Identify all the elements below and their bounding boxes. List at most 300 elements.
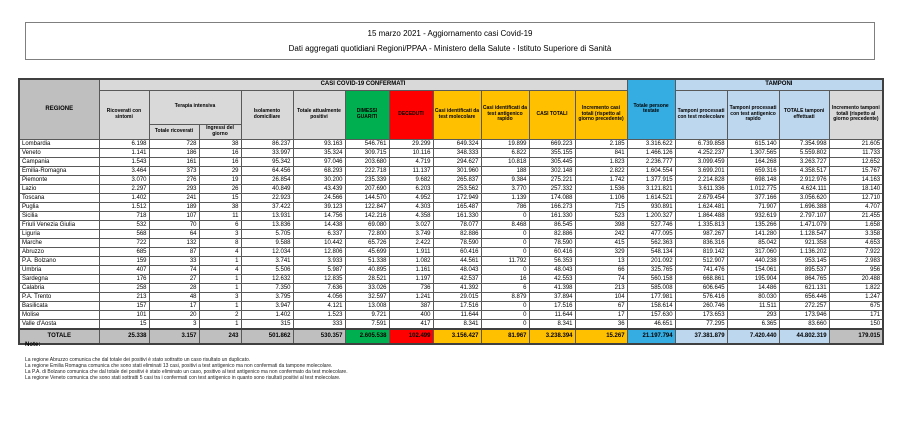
- table-cell: 87: [149, 247, 199, 256]
- table-cell: 501.862: [241, 329, 293, 344]
- table-cell: 6.198: [99, 139, 149, 148]
- region-name-cell: Friuli Venezia Giulia: [19, 220, 99, 229]
- table-cell: 80.030: [727, 292, 779, 301]
- table-cell: 11.644: [529, 310, 575, 319]
- table-cell: 21.197.794: [627, 329, 675, 344]
- table-cell: 161.330: [433, 211, 481, 220]
- table-cell: 104: [575, 292, 627, 301]
- table-cell: 161.330: [529, 211, 575, 220]
- table-cell: 2.214.828: [675, 175, 727, 184]
- table-cell: 2.679.454: [675, 193, 727, 202]
- table-cell: 987.267: [675, 229, 727, 238]
- table-cell: 41.398: [529, 283, 575, 292]
- table-cell: 26: [199, 184, 241, 193]
- table-row: [19, 175, 883, 184]
- table-cell: 6: [199, 220, 241, 229]
- table-cell: 4.653: [829, 238, 883, 247]
- table-cell: 257.332: [529, 184, 575, 193]
- table-cell: 11.733: [829, 148, 883, 157]
- table-cell: 74: [149, 265, 199, 274]
- note-line: La regione Abruzzo comunica che dal totale dei positivi è stato sottratto un caso risultato un duplicato.: [25, 357, 251, 363]
- table-cell: 69.080: [345, 220, 389, 229]
- table-cell: 309.715: [345, 148, 389, 157]
- table-cell: 417: [389, 319, 433, 329]
- table-cell: 576.416: [675, 292, 727, 301]
- table-cell: 16: [481, 274, 529, 283]
- column-header-dimessi-guariti: DIMESSI GUARITI: [345, 90, 389, 139]
- table-cell: 512.907: [675, 256, 727, 265]
- table-cell: 7.420.440: [727, 329, 779, 344]
- table-cell: 4.252.237: [675, 148, 727, 157]
- table-cell: 387: [389, 301, 433, 310]
- title-box: [25, 22, 875, 60]
- table-cell: 235.339: [345, 175, 389, 184]
- table-cell: 9.384: [481, 175, 529, 184]
- covid-data-table: [18, 78, 884, 345]
- table-cell: 21.605: [829, 139, 883, 148]
- column-header-tamponi-antigenico: Tamponi processati con test antigenico rapido: [727, 90, 779, 139]
- table-cell: 317.060: [727, 247, 779, 256]
- table-cell: 398: [575, 220, 627, 229]
- table-cell: 3.156.427: [433, 329, 481, 344]
- table-row: [19, 220, 883, 229]
- table-cell: 95.342: [241, 157, 293, 166]
- table-row: [19, 256, 883, 265]
- table-cell: 74: [575, 274, 627, 283]
- table-cell: 173.946: [779, 310, 829, 319]
- table-cell: 3.770: [481, 184, 529, 193]
- table-cell: 294.627: [433, 157, 481, 166]
- table-cell: 400: [389, 310, 433, 319]
- table-cell: 1.822: [829, 283, 883, 292]
- table-cell: 1.128.547: [779, 229, 829, 238]
- table-cell: 6: [481, 283, 529, 292]
- table-cell: 2.422: [389, 238, 433, 247]
- table-cell: 67: [575, 301, 627, 310]
- table-cell: 82.886: [433, 229, 481, 238]
- table-cell: 3.741: [241, 256, 293, 265]
- table-cell: 13.008: [345, 301, 389, 310]
- table-cell: 4: [199, 265, 241, 274]
- table-cell: 1.200.327: [627, 211, 675, 220]
- table-cell: 0: [481, 229, 529, 238]
- table-cell: 2.983: [829, 256, 883, 265]
- table-cell: 7.591: [345, 319, 389, 329]
- table-cell: 3.358: [829, 229, 883, 238]
- table-cell: 1.247: [829, 292, 883, 301]
- table-cell: 25.338: [99, 329, 149, 344]
- table-row: [19, 319, 883, 329]
- table-row: [19, 310, 883, 319]
- table-cell: 135.266: [727, 220, 779, 229]
- region-name-cell: P.A. Bolzano: [19, 256, 99, 265]
- table-cell: 207.690: [345, 184, 389, 193]
- table-cell: 560.158: [627, 274, 675, 283]
- table-cell: 836.316: [675, 238, 727, 247]
- table-cell: 548.134: [627, 247, 675, 256]
- table-cell: 659.316: [727, 166, 779, 175]
- table-cell: 42.537: [433, 274, 481, 283]
- table-cell: 29.015: [433, 292, 481, 301]
- table-cell: 15: [99, 319, 149, 329]
- table-cell: 12.710: [829, 193, 883, 202]
- table-cell: 741.476: [675, 265, 727, 274]
- table-cell: 157.630: [627, 310, 675, 319]
- table-cell: 179.015: [829, 329, 883, 344]
- table-cell: 546.761: [345, 139, 389, 148]
- table-row: [19, 265, 883, 274]
- region-name-cell: Umbria: [19, 265, 99, 274]
- notes-lines: [25, 357, 875, 381]
- table-cell: 1: [199, 274, 241, 283]
- table-cell: 19.899: [481, 139, 529, 148]
- column-header-incremento-tamponi: Incremento tamponi totali (rispetto al giorno precedente): [829, 90, 883, 139]
- column-header-tamponi-molecolare: Tamponi processati con test molecolare: [675, 90, 727, 139]
- table-cell: 20: [149, 310, 199, 319]
- table-cell: 132: [149, 238, 199, 247]
- table-cell: 1.624.481: [675, 202, 727, 211]
- table-cell: 56.353: [529, 256, 575, 265]
- table-cell: 1.139: [481, 193, 529, 202]
- table-cell: 1.402: [99, 193, 149, 202]
- region-name-cell: Valle d'Aosta: [19, 319, 99, 329]
- table-cell: 195.904: [727, 274, 779, 283]
- table-cell: 0: [481, 310, 529, 319]
- table-cell: 10.442: [293, 238, 345, 247]
- table-cell: 19: [199, 175, 241, 184]
- table-cell: 4.719: [389, 157, 433, 166]
- table-cell: 0: [481, 247, 529, 256]
- group-header-tamponi: TAMPONI: [675, 79, 883, 90]
- table-cell: 188: [481, 166, 529, 175]
- table-cell: 1.106: [575, 193, 627, 202]
- table-cell: 0: [481, 301, 529, 310]
- table-cell: 14.163: [829, 175, 883, 184]
- column-header-isolamento-domiciliare: Isolamento domiciliare: [241, 90, 293, 139]
- table-cell: 2.605.538: [345, 329, 389, 344]
- region-name-cell: Veneto: [19, 148, 99, 157]
- table-cell: 2.822: [575, 166, 627, 175]
- table-cell: 3.027: [389, 220, 433, 229]
- table-cell: 65.726: [345, 238, 389, 247]
- table-cell: 7.922: [829, 247, 883, 256]
- table-cell: 5.506: [241, 265, 293, 274]
- region-name-cell: Piemonte: [19, 175, 99, 184]
- table-cell: 523: [575, 211, 627, 220]
- table-cell: 161: [149, 157, 199, 166]
- table-cell: 6.822: [481, 148, 529, 157]
- table-cell: 3.099.459: [675, 157, 727, 166]
- table-cell: 675: [829, 301, 883, 310]
- table-cell: 932.619: [727, 211, 779, 220]
- table-cell: 260.746: [675, 301, 727, 310]
- table-cell: 15.267: [575, 329, 627, 344]
- table-cell: 530.357: [293, 329, 345, 344]
- table-cell: 164.268: [727, 157, 779, 166]
- table-cell: 0: [481, 319, 529, 329]
- table-cell: 329: [575, 247, 627, 256]
- table-cell: 37.894: [529, 292, 575, 301]
- table-cell: 78.590: [529, 238, 575, 247]
- table-cell: 3.316.622: [627, 139, 675, 148]
- table-cell: 1.614.521: [627, 193, 675, 202]
- table-cell: 11: [199, 211, 241, 220]
- table-cell: 16: [199, 157, 241, 166]
- table-cell: 301.960: [433, 166, 481, 175]
- table-cell: 1.377.915: [627, 175, 675, 184]
- table-cell: 64.456: [241, 166, 293, 175]
- table-cell: 736: [389, 283, 433, 292]
- table-row: [19, 274, 883, 283]
- table-cell: 157: [99, 301, 149, 310]
- table-cell: 189: [149, 202, 199, 211]
- table-cell: 921.358: [779, 238, 829, 247]
- table-cell: 70: [149, 220, 199, 229]
- region-name-cell: Toscana: [19, 193, 99, 202]
- table-cell: 568: [99, 229, 149, 238]
- table-cell: 13: [575, 256, 627, 265]
- table-cell: 377.166: [727, 193, 779, 202]
- column-header-casi-test-antigenico: Casi identificati da test antigenico rapido: [481, 90, 529, 139]
- table-row: [19, 238, 883, 247]
- table-row: [19, 301, 883, 310]
- table-cell: 3.056.620: [779, 193, 829, 202]
- table-cell: 7.636: [293, 283, 345, 292]
- table-cell: 29.299: [389, 139, 433, 148]
- table-cell: 11.137: [389, 166, 433, 175]
- region-name-cell: Campania: [19, 157, 99, 166]
- table-cell: 86.237: [241, 139, 293, 148]
- column-header-totale-attualmente-positivi: Totale attualmente positivi: [293, 90, 345, 139]
- table-cell: 11.511: [727, 301, 779, 310]
- column-header-ingressi-del-giorno: Ingressi del giorno: [199, 124, 241, 139]
- table-cell: 1.335.813: [675, 220, 727, 229]
- table-cell: 159: [99, 256, 149, 265]
- column-header-incremento-casi-totali: Incremento casi totali (rispetto al giorno precedente): [575, 90, 627, 139]
- table-cell: 348.333: [433, 148, 481, 157]
- table-cell: 165.487: [433, 202, 481, 211]
- table-cell: 4.303: [389, 202, 433, 211]
- table-cell: 171: [829, 310, 883, 319]
- table-cell: 615.140: [727, 139, 779, 148]
- table-cell: 122.847: [345, 202, 389, 211]
- table-cell: 38: [199, 139, 241, 148]
- table-cell: 22.923: [241, 193, 293, 202]
- table-cell: 1.823: [575, 157, 627, 166]
- table-cell: 17.516: [433, 301, 481, 310]
- table-cell: 11.644: [433, 310, 481, 319]
- table-cell: 43.439: [293, 184, 345, 193]
- table-cell: 8.468: [481, 220, 529, 229]
- notes-label: Note:: [25, 342, 41, 348]
- table-cell: 11.792: [481, 256, 529, 265]
- table-cell: 60.416: [433, 247, 481, 256]
- table-cell: 3: [199, 292, 241, 301]
- table-cell: 293: [149, 184, 199, 193]
- table-cell: 527.746: [627, 220, 675, 229]
- table-cell: 415: [575, 238, 627, 247]
- region-name-cell: Sicilia: [19, 211, 99, 220]
- table-cell: 36: [575, 319, 627, 329]
- table-cell: 27: [149, 274, 199, 283]
- table-cell: 1.543: [99, 157, 149, 166]
- table-cell: 81.967: [481, 329, 529, 344]
- table-cell: 13.836: [241, 220, 293, 229]
- table-cell: 1: [199, 319, 241, 329]
- table-row: [19, 193, 883, 202]
- table-cell: 222.718: [345, 166, 389, 175]
- table-cell: 5.559.802: [779, 148, 829, 157]
- table-cell: 1.307.565: [727, 148, 779, 157]
- table-cell: 6.365: [727, 319, 779, 329]
- table-cell: 78.077: [433, 220, 481, 229]
- table-cell: 2.912.976: [779, 175, 829, 184]
- table-cell: 4.358: [389, 211, 433, 220]
- table-cell: 333: [293, 319, 345, 329]
- table-cell: 93.163: [293, 139, 345, 148]
- table-cell: 10.116: [389, 148, 433, 157]
- table-cell: 64: [149, 229, 199, 238]
- region-name-cell: Liguria: [19, 229, 99, 238]
- table-cell: 28.521: [345, 274, 389, 283]
- table-cell: 2.797.107: [779, 211, 829, 220]
- region-name-cell: Emilia-Romagna: [19, 166, 99, 175]
- table-cell: 9.588: [241, 238, 293, 247]
- table-cell: 97.046: [293, 157, 345, 166]
- table-cell: 0: [481, 265, 529, 274]
- table-cell: 38: [199, 202, 241, 211]
- table-cell: 562.363: [627, 238, 675, 247]
- table-cell: 355.155: [529, 148, 575, 157]
- table-cell: 1: [199, 301, 241, 310]
- table-cell: 1.471.079: [779, 220, 829, 229]
- group-header-terapia-intensiva: Terapia intensiva: [149, 90, 241, 124]
- table-cell: 621.131: [779, 283, 829, 292]
- table-cell: 17.516: [529, 301, 575, 310]
- table-cell: 66: [575, 265, 627, 274]
- table-row: [19, 283, 883, 292]
- table-cell: 16: [199, 148, 241, 157]
- table-cell: 3: [199, 229, 241, 238]
- table-cell: 158.614: [627, 301, 675, 310]
- table-cell: 29: [199, 166, 241, 175]
- table-cell: 41.392: [433, 283, 481, 292]
- column-header-totale-tamponi: TOTALE tamponi effettuati: [779, 90, 829, 139]
- table-cell: 33: [149, 256, 199, 265]
- table-cell: 4.707: [829, 202, 883, 211]
- table-cell: 532: [99, 220, 149, 229]
- table-cell: 13.931: [241, 211, 293, 220]
- region-name-cell: P.A. Trento: [19, 292, 99, 301]
- table-cell: 4.952: [389, 193, 433, 202]
- table-cell: 4.056: [293, 292, 345, 301]
- table-cell: 107: [149, 211, 199, 220]
- table-cell: 253.562: [433, 184, 481, 193]
- table-cell: 37.381.879: [675, 329, 727, 344]
- table-row: [19, 148, 883, 157]
- table-cell: 3: [149, 319, 199, 329]
- column-header-casi-test-molecolare: Casi identificati da test molecolare: [433, 90, 481, 139]
- table-cell: 3.070: [99, 175, 149, 184]
- table-cell: 1.864.488: [675, 211, 727, 220]
- table-cell: 1.658: [829, 220, 883, 229]
- table-cell: 2: [199, 310, 241, 319]
- table-cell: 45.699: [345, 247, 389, 256]
- table-cell: 649.324: [433, 139, 481, 148]
- table-cell: 33.026: [345, 283, 389, 292]
- note-line: La regione Veneto comunica che sono stati sottratti 5 casi tra i confermati con test antigenico in quanto sono risultati positivi al test molecolare.: [25, 375, 341, 381]
- column-header-regione: REGIONE: [19, 79, 99, 139]
- table-cell: 5.987: [293, 265, 345, 274]
- table-cell: 6.203: [389, 184, 433, 193]
- table-row: [19, 184, 883, 193]
- notes-section: [25, 342, 875, 381]
- table-cell: 8: [199, 238, 241, 247]
- table-cell: 186: [149, 148, 199, 157]
- table-cell: 3.121.821: [627, 184, 675, 193]
- table-cell: 44.802.319: [779, 329, 829, 344]
- table-cell: 72.800: [345, 229, 389, 238]
- table-cell: 101: [99, 310, 149, 319]
- table-cell: 83.660: [779, 319, 829, 329]
- table-cell: 293: [727, 310, 779, 319]
- region-name-cell: Basilicata: [19, 301, 99, 310]
- table-cell: 40.895: [345, 265, 389, 274]
- table-cell: 864.765: [779, 274, 829, 283]
- table-cell: 9.682: [389, 175, 433, 184]
- table-cell: 722: [99, 238, 149, 247]
- region-name-cell: Lazio: [19, 184, 99, 193]
- table-cell: 276: [149, 175, 199, 184]
- table-cell: 30.200: [293, 175, 345, 184]
- bulletin-title: 15 marzo 2021 - Aggiornamento casi Covid-19: [367, 29, 533, 38]
- table-cell: 606.645: [675, 283, 727, 292]
- region-name-cell: Lombardia: [19, 139, 99, 148]
- column-header-deceduti: DECEDUTI: [389, 90, 433, 139]
- table-cell: 85.042: [727, 238, 779, 247]
- table-cell: 373: [149, 166, 199, 175]
- table-cell: 28: [149, 283, 199, 292]
- table-row: [19, 202, 883, 211]
- table-cell: 272.257: [779, 301, 829, 310]
- table-cell: 40.849: [241, 184, 293, 193]
- table-cell: 35.324: [293, 148, 345, 157]
- table-cell: 718: [99, 211, 149, 220]
- table-cell: 32.597: [345, 292, 389, 301]
- table-cell: 2.297: [99, 184, 149, 193]
- table-row: [19, 139, 883, 148]
- table-cell: 44.561: [433, 256, 481, 265]
- table-cell: 258: [99, 283, 149, 292]
- table-cell: 715: [575, 202, 627, 211]
- table-cell: 477.095: [627, 229, 675, 238]
- table-cell: 1.536: [575, 184, 627, 193]
- table-cell: 46.651: [627, 319, 675, 329]
- table-cell: 176: [99, 274, 149, 283]
- table-cell: 14.438: [293, 220, 345, 229]
- table-cell: 656.446: [779, 292, 829, 301]
- table-row: [19, 166, 883, 175]
- table-cell: 265.837: [433, 175, 481, 184]
- table-cell: 4.358.517: [779, 166, 829, 175]
- table-cell: 4: [199, 247, 241, 256]
- note-line: La P.A. di Bolzano comunica che dal totale dei positivi è stato eliminato un caso, positivo al test antigenico ma non confermato da test molecolare.: [25, 369, 348, 375]
- table-cell: 86.545: [529, 220, 575, 229]
- table-cell: 1.604.554: [627, 166, 675, 175]
- table-cell: 275.221: [529, 175, 575, 184]
- table-cell: 6.739.858: [675, 139, 727, 148]
- table-cell: 15.767: [829, 166, 883, 175]
